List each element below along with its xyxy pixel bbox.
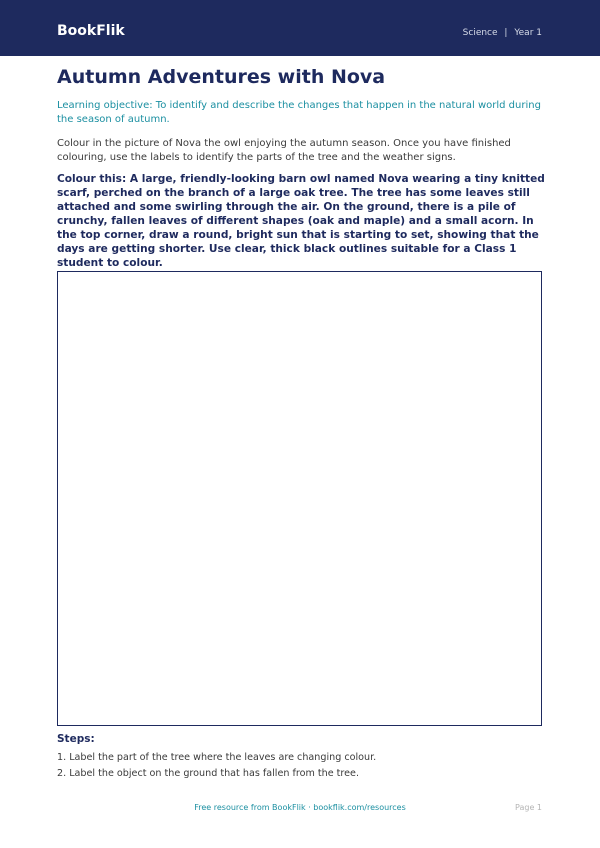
colouring-prompt: Colour this: A large, friendly-looking barn owl named Nova wearing a tiny knitted scarf, perched on the branch of a large oak tree. The tree has some leaves still attached and some swirling through the air. On the ground, there is a pile of crunchy, fallen leaves of different shapes (oak and maple) and a small acorn. In the top corner, draw a round, bright sun that is starting to set, showing that the days are getting shorter. Use clear, thick black outlines suitable for a Class 1 student to colour. <box>57 173 545 269</box>
colouring-area[interactable] <box>57 271 542 726</box>
brand-logo[interactable]: BookFlik <box>57 23 125 39</box>
steps-list <box>57 750 376 782</box>
step-item: 1. Label the part of the tree where the leaves are changing colour. <box>57 752 377 763</box>
step-item: 2. Label the object on the ground that has fallen from the tree. <box>57 768 360 779</box>
steps-heading: Steps: <box>57 733 95 745</box>
header-bar <box>0 0 600 56</box>
meta-separator: | <box>504 28 508 38</box>
page-title: Autumn Adventures with Nova <box>57 66 386 88</box>
year-label: Year 1 <box>514 28 542 38</box>
subject-label: Science <box>462 28 498 38</box>
learning-objective: Learning objective: To identify and describe the changes that happen in the natural world during the season of autumn. <box>57 100 541 125</box>
intro-text: Colour in the picture of Nova the owl enjoying the autumn season. Once you have finished colouring, use the labels to identify the parts of the tree and the weather signs. <box>57 138 511 163</box>
subject-year <box>463 27 542 39</box>
footer-credit-link[interactable]: Free resource from BookFlik · bookflik.com/resources <box>194 803 406 812</box>
page-number: Page 1 <box>515 803 542 812</box>
